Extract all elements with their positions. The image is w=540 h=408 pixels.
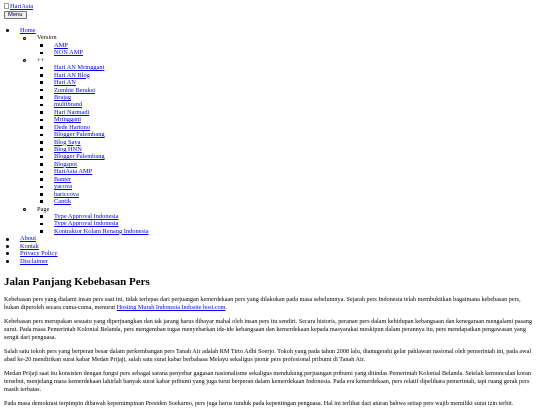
broken-image-icon [4,3,9,9]
nav-link-more[interactable]: Hari Narmadi [54,108,90,116]
nav-subitem[interactable] [54,64,149,71]
nav-subitem[interactable] [54,153,149,160]
nav-link-more[interactable]: Zombie Beraksi [54,86,95,94]
article-title: Jalan Panjang Kebebasan Pers [4,276,150,288]
nav-link-more[interactable]: Blogger Palembang [54,131,105,139]
nav-subitem[interactable] [54,220,149,227]
nav-subitem[interactable] [54,124,149,131]
nav-subitem[interactable] [54,176,149,183]
hosting-link[interactable]: Hosting Murah Indonesia Indosite host.com [116,304,226,311]
nav-subitem[interactable] [54,101,149,108]
nav-link-more[interactable]: Cantik [54,198,72,206]
nav-subitem[interactable] [54,139,149,146]
nav-subitem[interactable] [54,213,149,220]
menu-button[interactable]: Menu [4,11,27,19]
nav-link-more[interactable]: Dede Hartono [54,123,91,131]
nav-subitem[interactable] [54,228,149,235]
article-paragraph: Pada masa demokrasi terpimpin dibawah kepemimpinan Presiden Soekarno, pers juga harus tunduk pada kepentingan penguasa. Hal ini terlihat dari aturan bahwa setiap pers wajib memiliki surat izin terbit. [4,400,514,407]
nav-link-page[interactable]: Kontraktor Kolam Renang Indonesia [54,227,149,235]
nav-label-more: ++ [37,56,45,64]
nav-item-privacy[interactable] [20,250,149,257]
nav-link-disclaimer[interactable]: Disclaimer [20,257,49,265]
article-paragraph: Salah satu tokoh pers yang berperan besar dalam perkembangan pers Tanah Air adalah RM Tirto Adhi Soerjo. Tokoh yang pada tahun 2008 lalu, dianugerahi gelar pahlawan nasional oleh pemerintah ini, pada awal abad ke-20 mendirikan surat kabar Medan Prijaji, salah satu surat kabar berbahasa Melayu sekaligus pionir pers profesional pribumi di Tanah Air. [4,348,532,363]
article-paragraph: Kebebasan pers merupakan sesuatu yang diperjuangkan dan tak jarang harus dibayar mahal oleh insan pers itu sendiri. Secara historis, peranan pers dalam kehidupan kebangsaan dan kenegaraan mengalami pasang surut. Pada masa Pemerintah Kolonial Belanda, pers mengemban tugas menyebarkan ide-ide kebangsaan dan kemerdekaan kepada masyarakat meskipun dalam perannya itu, pers mendapatkan pengawasan yang sengit dari penguasa. [4,318,532,341]
nav-link-more[interactable]: HariAsia AMP [54,168,93,176]
nav-label-page: Page [37,205,50,213]
nav-link-about[interactable]: About [20,235,36,243]
nav-link-more[interactable]: Blogger Palembang [54,153,105,161]
main-nav [20,27,149,265]
nav-link-page[interactable]: Type Approval Indonesia [54,220,119,228]
nav-subitem[interactable] [54,94,149,101]
nav-link-more[interactable]: Mringgani [54,116,81,124]
nav-subitem[interactable] [54,198,149,205]
article-paragraph [4,296,536,312]
nav-link-more[interactable]: Hari AN Mringgani [54,64,105,72]
nav-label-version: Version [37,34,57,42]
nav-item-more [37,57,149,64]
nav-subitem[interactable] [54,161,149,168]
nav-item-page [37,206,149,213]
article-paragraph: Medan Prijaji saat itu konsisten dengan fungsi pers sebagai sarana penyebar gagasan nasionalisme sekaligus mendukung perjuangan pribumi yang ditindas Pemerintah Kolonial Belanda. Setelah kemunculan koran tersebut, menjelang masa kemerdekaan lahirlah banyak surat kabar pribumi yang juga turut berperan dalam kemerdekaan Indonesia. Pada era kemerdekaan, pers relatif dipelihara pemerintah, tapi ruang gerak pers masih terbatas. [4,370,532,393]
nav-subitem[interactable] [54,49,149,56]
nav-link-home[interactable]: Home [20,27,36,34]
paragraph-text: Kebebasan pers yang dialami insan pers saat ini, tidak terlepas dari perjuangan kemerdekaan pers yang dilakukan pada masa sebelumnya. Sejarah pers Indonesia telah membuktikan bagaimana kebebasan pers, bukan diperoleh secara cuma-cuma, menurut [4,296,521,311]
nav-link-more[interactable]: Banter [54,175,72,183]
nav-subitem[interactable] [54,72,149,79]
nav-subitem[interactable] [54,191,149,198]
nav-link-more[interactable]: yacova [54,183,73,191]
nav-item-version [37,34,149,41]
nav-item-disclaimer[interactable] [20,258,149,265]
nav-link-non-amp[interactable]: NON AMP [54,49,83,57]
article-body [4,296,536,408]
nav-link-more[interactable]: Blog HNN [54,146,82,153]
nav-subitem[interactable] [54,168,149,175]
nav-subitem[interactable] [54,87,149,94]
nav-subitem[interactable] [54,131,149,138]
nav-link-more[interactable]: multibrand [54,101,83,109]
nav-link-more[interactable]: Hari AN [54,79,76,87]
nav-subitem[interactable] [54,109,149,116]
nav-subitem[interactable] [54,79,149,86]
nav-item-contact[interactable] [20,243,149,250]
nav-link-amp[interactable]: AMP [54,41,68,49]
nav-link-more[interactable]: Blog Saya [54,138,81,146]
nav-subitem[interactable] [54,146,149,153]
nav-subitem[interactable] [54,116,149,123]
nav-link-more[interactable]: Hari AN Blog [54,71,90,79]
nav-link-more[interactable]: Blogspot [54,160,78,168]
nav-link-privacy[interactable]: Privacy Policy [20,250,58,258]
nav-link-page[interactable]: Type Approval Indonesia [54,212,119,220]
nav-subitem[interactable] [54,183,149,190]
paragraph-text: . [225,304,228,311]
nav-link-contact[interactable]: Kontak [20,242,39,250]
nav-link-more[interactable]: hariccova [54,190,79,198]
logo-link[interactable]: HariAsia [10,3,34,10]
nav-subitem[interactable] [54,42,149,49]
site-logo[interactable] [4,3,33,10]
nav-item-about[interactable] [20,235,149,242]
nav-item-home[interactable] [20,27,149,34]
nav-link-more[interactable]: Brajag [54,93,72,101]
